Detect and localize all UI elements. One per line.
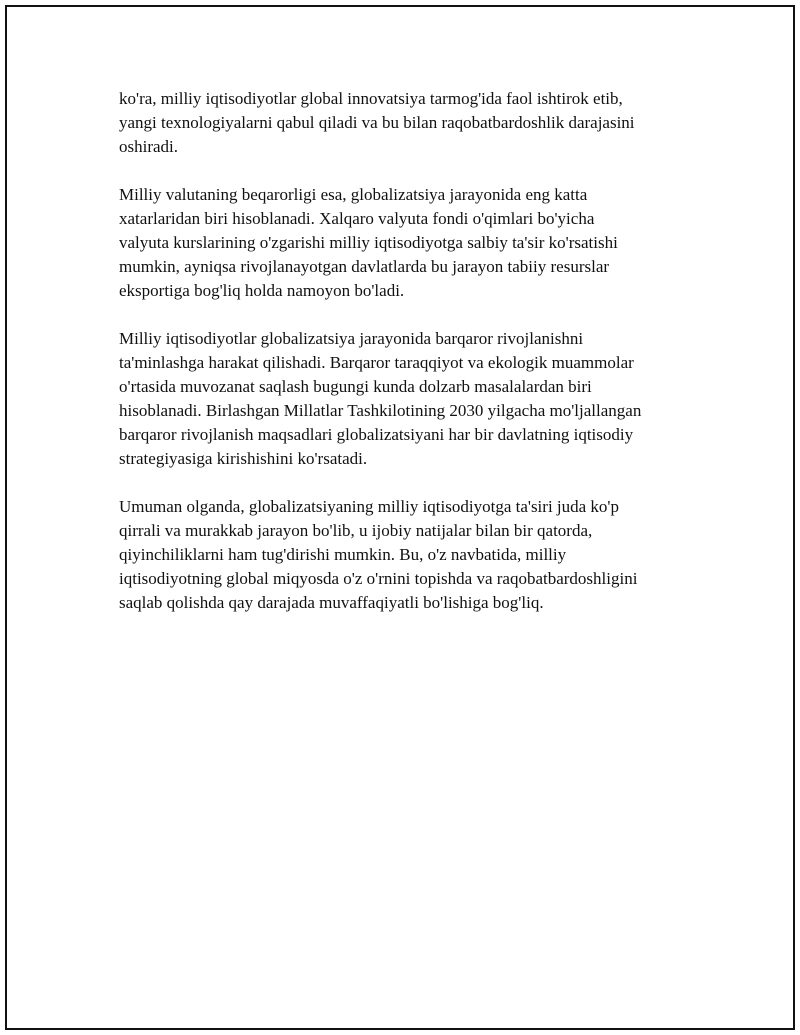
text-line: ta'minlashga harakat qilishadi. Barqaror taraqqiyot va ekologik muammolar <box>119 353 634 372</box>
text-line: qirrali va murakkab jarayon bo'lib, u ijobiy natijalar bilan bir qatorda, <box>119 521 593 540</box>
paragraph-2 <box>119 183 699 303</box>
paragraph-4 <box>119 495 699 615</box>
text-line: oshiradi. <box>119 137 179 156</box>
text-line: xatarlaridan biri hisoblanadi. Xalqaro valyuta fondi o'qimlari bo'yicha <box>119 209 595 228</box>
paragraph-3 <box>119 327 699 471</box>
text-line: yangi texnologiyalarni qabul qiladi va bu bilan raqobatbardoshlik darajasini <box>119 113 635 132</box>
page-frame <box>5 5 795 1030</box>
paragraph-1 <box>119 87 699 159</box>
text-line: saqlab qolishda qay darajada muvaffaqiyatli bo'lishiga bog'liq. <box>119 593 544 612</box>
text-line: valyuta kurslarining o'zgarishi milliy iqtisodiyotga salbiy ta'sir ko'rsatishi <box>119 233 618 252</box>
text-line: qiyinchiliklarni ham tug'dirishi mumkin. Bu, o'z navbatida, milliy <box>119 545 567 564</box>
text-line: mumkin, ayniqsa rivojlanayotgan davlatlarda bu jarayon tabiiy resurslar <box>119 257 610 276</box>
text-line: iqtisodiyotning global miqyosda o'z o'rnini topishda va raqobatbardoshligini <box>119 569 638 588</box>
document-body <box>119 87 699 639</box>
text-line: Milliy valutaning beqarorligi esa, globalizatsiya jarayonida eng katta <box>119 185 588 204</box>
text-line: eksportiga bog'liq holda namoyon bo'ladi. <box>119 281 405 300</box>
text-line: Umuman olganda, globalizatsiyaning milliy iqtisodiyotga ta'siri juda ko'p <box>119 497 619 516</box>
text-line: Milliy iqtisodiyotlar globalizatsiya jarayonida barqaror rivojlanishni <box>119 329 584 348</box>
text-line: barqaror rivojlanish maqsadlari globalizatsiyani har bir davlatning iqtisodiy <box>119 425 634 444</box>
text-line: strategiyasiga kirishishini ko'rsatadi. <box>119 449 368 468</box>
text-line: hisoblanadi. Birlashgan Millatlar Tashkilotining 2030 yilgacha mo'ljallangan <box>119 401 642 420</box>
text-line: o'rtasida muvozanat saqlash bugungi kunda dolzarb masalalardan biri <box>119 377 592 396</box>
text-line: ko'ra, milliy iqtisodiyotlar global innovatsiya tarmog'ida faol ishtirok etib, <box>119 89 623 108</box>
